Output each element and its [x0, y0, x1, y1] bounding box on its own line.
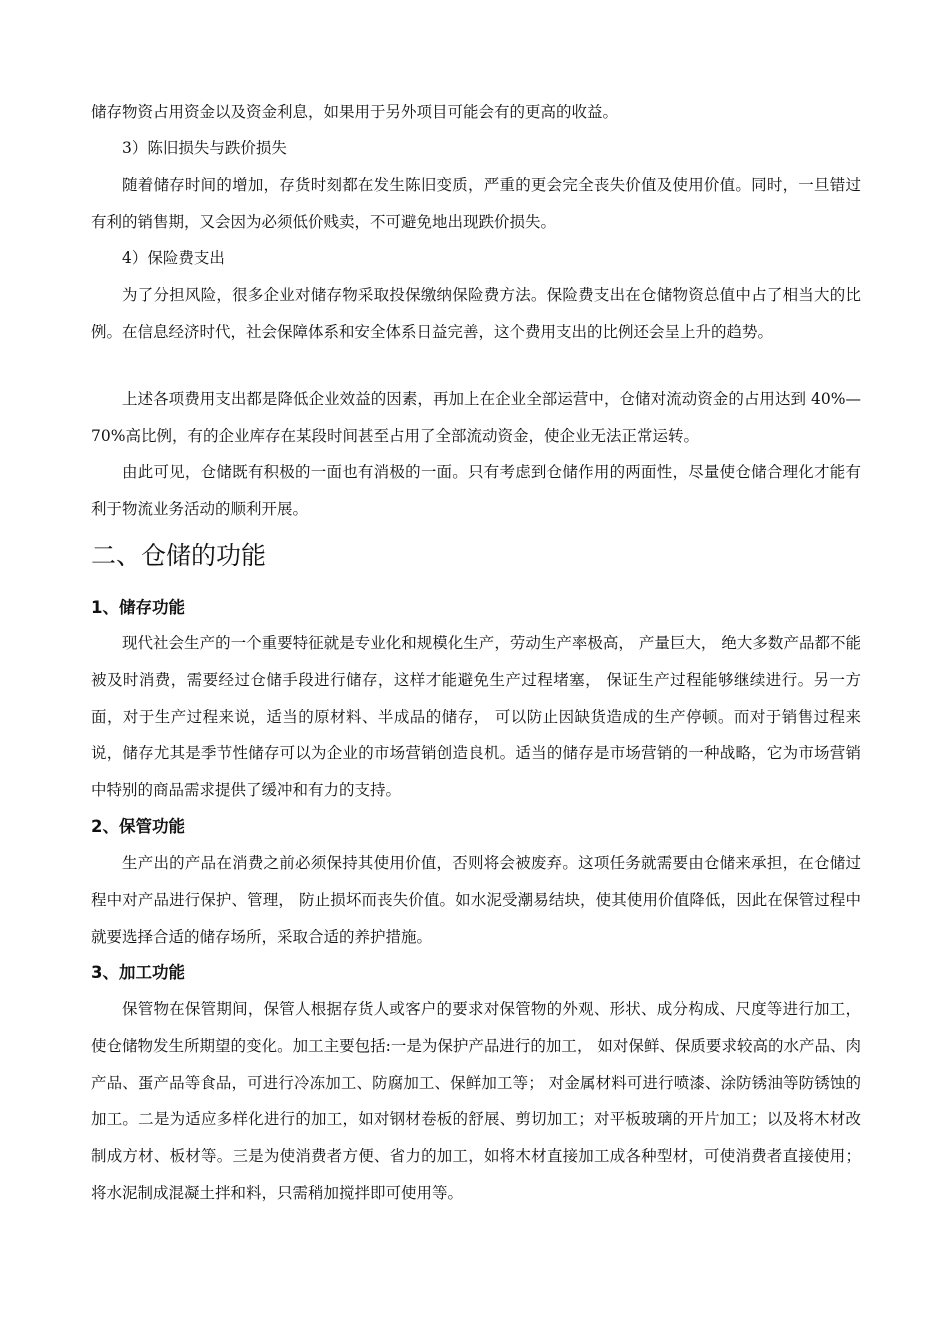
list-item-obsolescence-loss: 3）陈旧损失与跌价损失 [122, 139, 287, 157]
paragraph-custody-function: 生产出的产品在消费之前必须保持其使用价值，否则将会被废弃。这项任务就需要由仓储来承担，在仓储过程中对产品进行保护、管理， 防止损坏而丧失价值。如水泥受潮易结块，使其使用价值降低，因此在保管过程中就要选择合适的储存场所，采取合适的养护措施。 [91, 854, 861, 946]
paragraph-obsolescence-loss: 随着储存时间的增加，存货时刻都在发生陈旧变质，严重的更会完全丧失价值及使用价值。同时，一旦错过有利的销售期，又会因为必须低价贱卖，不可避免地出现跌价损失。 [91, 176, 861, 231]
paragraph-processing-function: 保管物在保管期间，保管人根据存货人或客户的要求对保管物的外观、形状、成分构成、尺度等进行加工，使仓储物发生所期望的变化。加工主要包括:一是为保护产品进行的加工， 如对保鲜、保质要求较高的水产品、肉产品、蛋产品等食品，可进行冷冻加工、防腐加工、保鲜加工等； 对金属材料可进行喷漆、涂防锈油等防锈蚀的加工。二是为适应多样化进行的加工，如对钢材卷板的舒展、剪切加工；对平板玻璃的开片加工；以及将木材改制成方材、板材等。三是为使消费者方便、省力的加工，如将木材直接加工成各种型材，可使消费者直接使用； 将水泥制成混凝土拌和料，只需稍加搅拌即可使用等。 [91, 1000, 861, 1202]
heading-processing-function: 3、加工功能 [91, 963, 185, 982]
paragraph-storage-function: 现代社会生产的一个重要特征就是专业化和规模化生产，劳动生产率极高， 产量巨大， 绝大多数产品都不能被及时消费，需要经过仓储手段进行储存，这样才能避免生产过程堵塞， 保证生产过程能够继续进行。另一方面，对于生产过程来说，适当的原材料、半成品的储存， 可以防止因缺货造成的生产停顿。而对于销售过程来说，储存尤其是季节性储存可以为企业的市场营销创造良机。适当的储存是市场营销的一种战略，它为市场营销中特别的商品需求提供了缓冲和有力的支持。 [91, 634, 861, 800]
paragraph-insurance-cost: 为了分担风险，很多企业对储存物采取投保缴纳保险费方法。保险费支出在仓储物资总值中占了相当大的比例。在信息经济时代，社会保障体系和安全体系日益完善，这个费用支出的比例还会呈上升的趋势。 [91, 286, 861, 341]
paragraph-expense-summary: 上述各项费用支出都是降低企业效益的因素，再加上在企业全部运营中，仓储对流动资金的占用达到 40%—70%高比例，有的企业库存在某段时间甚至占用了全部流动资金，使企业无法正常运转。 [91, 390, 861, 445]
list-item-insurance-cost: 4）保险费支出 [122, 249, 225, 267]
heading-custody-function: 2、保管功能 [91, 817, 185, 836]
section-title: 二、仓储的功能 [91, 541, 267, 570]
heading-storage-function: 1、储存功能 [91, 598, 185, 617]
paragraph-conclusion: 由此可见，仓储既有积极的一面也有消极的一面。只有考虑到仓储作用的两面性，尽量使仓储合理化才能有利于物流业务活动的顺利开展。 [91, 463, 861, 518]
paragraph-capital-cost: 储存物资占用资金以及资金利息，如果用于另外项目可能会有的更高的收益。 [91, 103, 619, 121]
